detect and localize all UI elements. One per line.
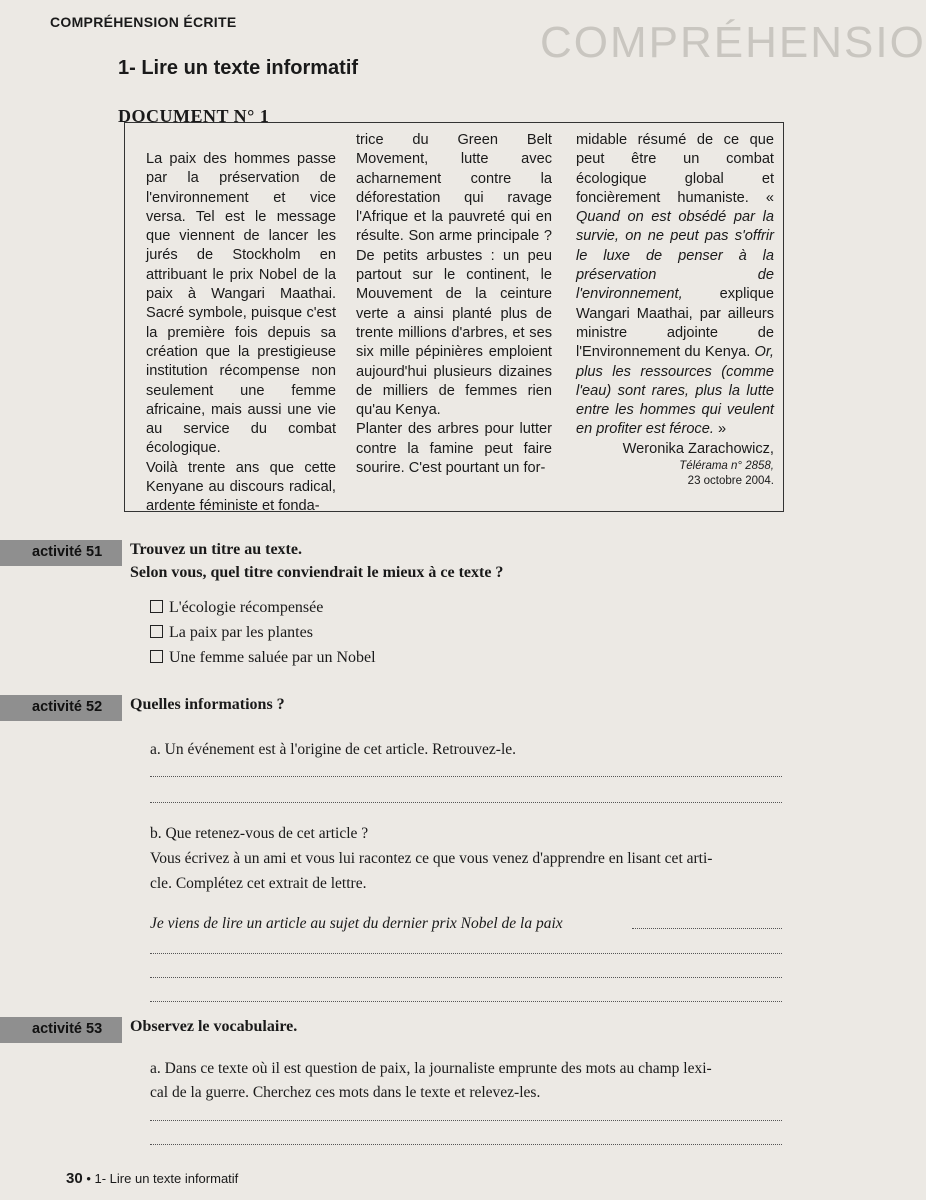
article-column-1: [146, 150, 336, 517]
answer-line[interactable]: [150, 977, 782, 978]
activity-52-tab: activité 52: [0, 695, 122, 721]
footer-bullet: •: [86, 1171, 91, 1186]
activity-53-tab: activité 53: [0, 1017, 122, 1043]
option-label: La paix par les plantes: [169, 624, 313, 641]
activity-51-title: Trouvez un titre au texte.: [130, 541, 302, 558]
activity-52-title: Quelles informations ?: [130, 696, 285, 713]
activity-52-instruction: Vous écrivez à un ami et vous lui racontez ce que vous venez d'apprendre en lisant cet arti-: [150, 850, 713, 867]
article-quote: Or, plus les ressources (comme l'eau) sont rares, plus la lutte entre les hommes qui veulent en profiter est féroce.: [576, 344, 774, 438]
activity-51-question: Selon vous, quel titre conviendrait le mieux à ce texte ?: [130, 564, 504, 581]
option-checkbox[interactable]: [150, 599, 323, 617]
activity-53-question-a: a. Dans ce texte où il est question de paix, la journaliste emprunte des mots au champ lexi-: [150, 1060, 712, 1077]
page-footer: [66, 1170, 238, 1187]
article-author: Weronika Zarachowicz,: [622, 440, 774, 457]
source-publication: Télérama n° 2858,: [679, 460, 774, 473]
article-text: explique Wangari Maathai, par ailleurs ministre adjointe de l'Environnement du Kenya.: [576, 286, 774, 361]
letter-prompt-text: Je viens de lire un article au sujet du dernier prix Nobel de la paix: [150, 915, 563, 932]
activity-52-question-a: a. Un événement est à l'origine de cet article. Retrouvez-le.: [150, 741, 517, 758]
option-label: Une femme saluée par un Nobel: [169, 649, 376, 666]
answer-line[interactable]: [150, 776, 782, 777]
article-paragraph: La paix des hommes passe par la préservation de l'environnement et vice versa. Tel est le message que viennent de lancer les jurés de Stockholm en attribuant le prix Nobel de la paix à Wangari Maathai. Sacré symbole, puisque c'est la première fois depuis sa création que la prestigieuse institution récompense non seulement une femme africaine, mais aussi une vie au service du combat écologique.: [146, 151, 336, 457]
answer-line[interactable]: [150, 1120, 782, 1121]
checkbox-icon[interactable]: [150, 650, 163, 663]
checkbox-icon[interactable]: [150, 600, 163, 613]
checkbox-icon[interactable]: [150, 625, 163, 638]
article-column-2: [356, 131, 552, 478]
activity-51-tab: activité 51: [0, 540, 122, 566]
page-title: 1- Lire un texte informatif: [118, 57, 359, 79]
option-checkbox[interactable]: [150, 624, 313, 642]
article-column-3: [576, 131, 774, 489]
article-text: »: [713, 421, 727, 438]
article-paragraph: trice du Green Belt Movement, lutte avec acharnement contre la déforestation qui ravage l'Afrique et la pauvreté qui en résulte. Son arme principale ? De petits arbustes : un peu partout sur le continent, le Mouvement de la ceinture verte a ainsi planté plus de trente millions d'arbres, et ses six mille pépinières emploient aujourd'hui plusieurs dizaines de milliers de femmes rien qu'au Kenya.: [356, 132, 552, 419]
activity-53-question-a: cal de la guerre. Cherchez ces mots dans le texte et relevez-les.: [150, 1084, 541, 1101]
document-label: DOCUMENT N° 1: [118, 106, 270, 126]
article-paragraph: [576, 131, 774, 440]
answer-line[interactable]: [150, 1144, 782, 1145]
letter-prompt: [150, 912, 563, 935]
article-quote: Quand on est obsédé par la survie, on ne peut pas s'offrir le luxe de penser à la préservation de l'environnement,: [576, 209, 774, 303]
activity-53-title: Observez le vocabulaire.: [130, 1018, 298, 1035]
option-label: L'écologie récompensée: [169, 599, 324, 616]
footer-label: 1- Lire un texte informatif: [94, 1171, 239, 1186]
answer-line[interactable]: [150, 802, 782, 803]
ghost-title: COMPRÉHENSIO: [540, 18, 926, 67]
option-checkbox[interactable]: [150, 649, 376, 667]
answer-line[interactable]: [150, 953, 782, 954]
article-text: midable résumé de ce que peut être un combat écologique global et foncièrement humaniste. «: [576, 132, 774, 206]
page-number: 30: [66, 1170, 83, 1187]
section-label: COMPRÉHENSION ÉCRITE: [50, 14, 237, 30]
article-paragraph: Voilà trente ans que cette Kenyane au discours radical, ardente féministe et fonda-: [146, 459, 336, 515]
answer-line[interactable]: [632, 928, 782, 929]
activity-52-question-b: b. Que retenez-vous de cet article ?: [150, 825, 369, 842]
article-paragraph: Planter des arbres pour lutter contre la famine peut faire sourire. C'est pourtant un for-: [356, 421, 552, 477]
activity-52-instruction: cle. Complétez cet extrait de lettre.: [150, 875, 367, 892]
article-source: [576, 459, 774, 489]
source-date: 23 octobre 2004.: [687, 475, 774, 488]
answer-line[interactable]: [150, 1001, 782, 1002]
